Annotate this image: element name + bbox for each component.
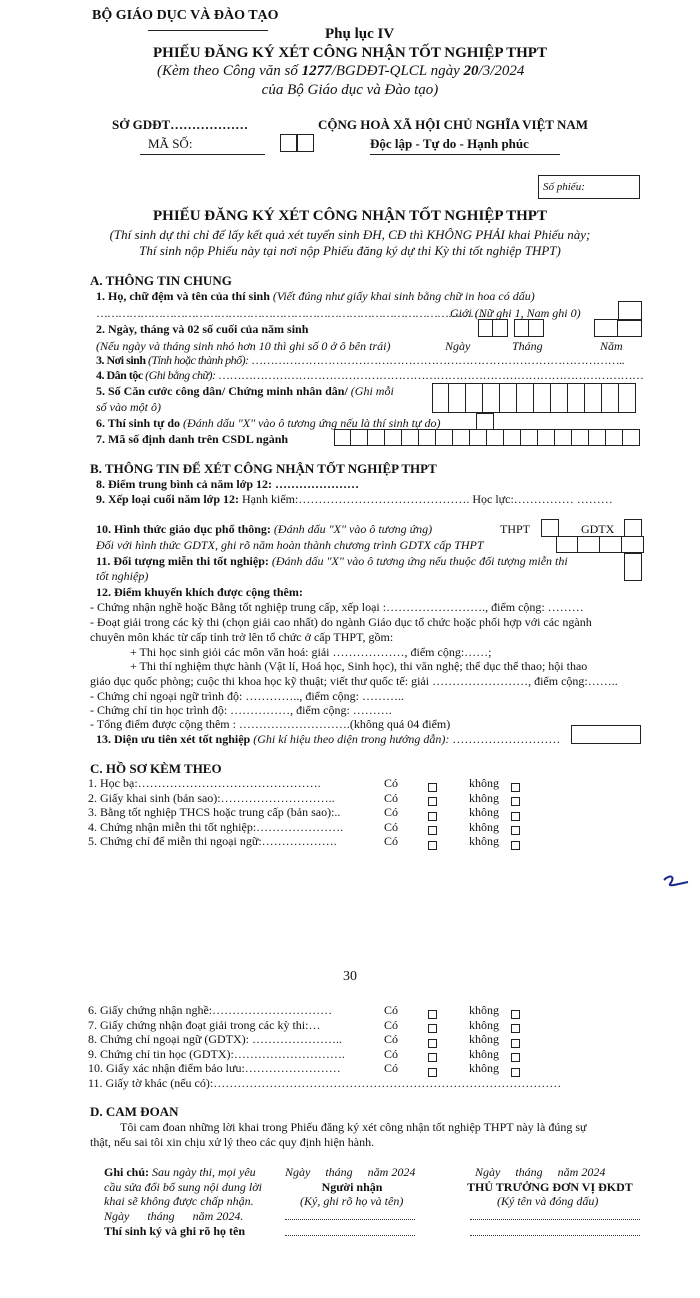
q12-line-4: + Thi học sinh giỏi các môn văn hoá: giải ………………, điểm cộng:……; — [130, 645, 492, 659]
q9-field[interactable]: 9. Xếp loại cuối năm lớp 12: Hạnh kiểm:……………………………………. Học lực:…………… ……… — [96, 492, 613, 506]
head-title: THỦ TRƯỞNG ĐƠN VỊ ĐKDT — [467, 1180, 633, 1194]
co-label: Có — [384, 1032, 399, 1046]
attachment-label: 1. Học bạ:………………………………………. — [88, 776, 321, 790]
co-label: Có — [384, 819, 399, 834]
q12-line-8: - Chứng chỉ tin học trình độ: ……………, điểm cộng: ………. — [90, 703, 392, 717]
q13-label: 13. Diện ưu tiên xét tốt nghiệp (Ghi kí hiệu theo diện trong hướng dẫn): ……………………… — [96, 732, 561, 746]
khong-label: không — [469, 1046, 499, 1061]
q2-label: 2. Ngày, tháng và 02 số cuối của năm sinh — [96, 322, 309, 336]
commitment-text-1: Tôi cam đoan những lời khai trong Phiếu đăng ký xét công nhận tốt nghiệp THPT này là đúng sự — [120, 1120, 587, 1134]
co-label: Có — [384, 834, 399, 848]
exempt-checkbox[interactable] — [624, 553, 642, 581]
khong-label: không — [469, 1061, 499, 1075]
free-candidate-checkbox[interactable] — [476, 413, 494, 430]
head-date: Ngày tháng năm 2024 — [475, 1165, 606, 1179]
note-line-1: Ghi chú: Sau ngày thi, mọi yêu — [104, 1165, 256, 1179]
q12-line-3: chuyên môn khác từ cấp tỉnh trở lên tổ chức ở cấp THPT, gồm: — [90, 630, 394, 644]
section-b-heading: B. THÔNG TIN ĐỂ XÉT CÔNG NHẬN TỐT NGHIỆP THPT — [90, 461, 437, 476]
attachment-label: 5. Chứng chỉ để miễn thi ngoại ngữ:………………. — [88, 834, 337, 848]
so-phieu-box[interactable] — [538, 175, 640, 199]
commitment-text-2: thật, nếu sai tôi xin chịu xử lý theo các quy định hiện hành. — [90, 1135, 375, 1149]
receiver-sign-line[interactable] — [285, 1219, 415, 1220]
dob-year-boxes[interactable] — [594, 319, 642, 337]
handwritten-mark — [660, 872, 692, 892]
ma-so-box-2[interactable] — [297, 134, 314, 152]
so-phieu-label: Số phiếu: — [543, 181, 585, 193]
q12-line-6: giáo dục quốc phòng; cuộc thi khoa học kỹ thuật; viết thư quốc tế: giải ……………………, điểm cộng:…….. — [90, 674, 618, 688]
attachment-label: 2. Giấy khai sinh (bản sao):……………………….. — [88, 790, 335, 805]
form-title: PHIẾU ĐĂNG KÝ XÉT CÔNG NHẬN TỐT NGHIỆP THPT — [153, 208, 547, 224]
attachment-label: 4. Chứng nhận miễn thi tốt nghiệp:…………………. — [88, 819, 344, 834]
gender-label: Giới (Nữ ghi 1, Nam ghi 0) — [450, 306, 581, 320]
q5-hint: số vào một ô) — [96, 400, 161, 414]
note-line-3: khai sẽ không được chấp nhận. — [104, 1194, 254, 1208]
q1-label: 1. Họ, chữ đệm và tên của thí sinh (Viết đúng như giấy khai sinh bằng chữ in hoa có dấu) — [96, 289, 535, 303]
motto: Độc lập - Tự do - Hạnh phúc — [370, 136, 529, 151]
ma-so-box-1[interactable] — [280, 134, 297, 152]
attachment-label: 7. Giấy chứng nhận đoạt giải trong các kỳ thi:… — [88, 1017, 321, 1032]
receiver-date: Ngày tháng năm 2024 — [285, 1165, 416, 1179]
citizen-id-boxes[interactable] — [432, 383, 636, 413]
ministry-name: BỘ GIÁO DỤC VÀ ĐÀO TẠO — [92, 8, 279, 23]
thpt-checkbox[interactable] — [541, 519, 559, 537]
year-label: Năm — [600, 339, 623, 353]
section-d-heading: D. CAM ĐOAN — [90, 1104, 179, 1119]
q11-hint: tốt nghiệp) — [96, 569, 149, 583]
q12-line-7: - Chứng chỉ ngoại ngữ trình độ: ………….., điểm cộng: ……….. — [90, 689, 404, 703]
receiver-name-line[interactable] — [285, 1235, 415, 1236]
q6-label: 6. Thí sinh tự do (Đánh dấu "X" vào ô tương ứng nếu là thí sinh tự do) — [96, 416, 441, 430]
q12-line-9: - Tổng điểm được cộng thêm : ……………………….(không quá 04 điểm) — [90, 717, 451, 731]
title-note-1: (Thí sinh dự thi chỉ để lấy kết quả xét tuyển sinh ĐH, CĐ thì KHÔNG PHẢI khai Phiếu này; — [109, 227, 591, 242]
khong-label: không — [469, 1003, 499, 1017]
gender-box[interactable] — [618, 301, 642, 321]
ma-so-label: MÃ SỐ: — [148, 136, 193, 151]
note-line-2: cầu sửa đổi bổ sung nội dung lời — [104, 1180, 262, 1194]
co-label: Có — [384, 1061, 399, 1075]
khong-label: không — [469, 805, 499, 819]
khong-label: không — [469, 790, 499, 805]
id-code-boxes[interactable] — [334, 429, 640, 446]
receiver-hint: (Ký, ghi rõ họ và tên) — [300, 1194, 404, 1208]
co-checkbox[interactable] — [428, 836, 437, 854]
q2-hint: (Nếu ngày và tháng sinh nhỏ hơn 10 thì ghi số 0 ở ô bên trái) — [96, 339, 391, 353]
co-label: Có — [384, 776, 399, 790]
dob-month-boxes[interactable] — [514, 319, 544, 337]
co-label: Có — [384, 1017, 399, 1032]
q10-note: Đối với hình thức GDTX, ghi rõ năm hoàn thành chương trình GDTX cấp THPT — [96, 538, 484, 552]
gdtx-label: GDTX — [581, 522, 615, 536]
form-title-top: PHIẾU ĐĂNG KÝ XÉT CÔNG NHẬN TỐT NGHIỆP THPT — [153, 45, 547, 61]
head-sign-line[interactable] — [470, 1219, 640, 1220]
khong-label: không — [469, 776, 499, 790]
q1-name-field[interactable]: …………………………………………………………………………………………….. — [96, 306, 485, 320]
reference-line-2: của Bộ Giáo dục và Đào tạo) — [261, 82, 439, 98]
reference-line: (Kèm theo Công văn số 1277/BGDĐT-QLCL ngày 20/3/2024 — [157, 63, 525, 79]
q8-field[interactable]: 8. Điểm trung bình cả năm lớp 12: ………………… — [96, 477, 359, 491]
so-gddt: SỞ GDĐT……………… — [112, 117, 249, 132]
attachment-11[interactable]: 11. Giấy tờ khác (nếu có):…………………………………………………………………………… — [88, 1076, 562, 1090]
co-label: Có — [384, 805, 399, 819]
khong-checkbox[interactable] — [511, 836, 520, 854]
q7-label: 7. Mã số định danh trên CSDL ngành — [96, 432, 289, 446]
q12-line-2: - Đoạt giải trong các kỳ thi (chọn giải cao nhất) do ngành Giáo dục tổ chức hoặc phối hợp với các ngành — [90, 615, 592, 629]
khong-label: không — [469, 834, 499, 848]
attachment-label: 8. Chứng chỉ ngoại ngữ (GDTX): ………………….. — [88, 1032, 342, 1046]
thpt-label: THPT — [500, 522, 530, 536]
co-label: Có — [384, 1046, 399, 1061]
priority-box[interactable] — [571, 725, 641, 744]
khong-label: không — [469, 819, 499, 834]
dob-day-boxes[interactable] — [478, 319, 508, 337]
gdtx-year-boxes[interactable] — [556, 536, 644, 553]
q5-label: 5. Số Căn cước công dân/ Chứng minh nhân dân/ (Ghi mỗi — [96, 384, 394, 398]
co-label: Có — [384, 1003, 399, 1017]
khong-label: không — [469, 1017, 499, 1032]
month-label: Tháng — [512, 339, 543, 353]
divider — [140, 154, 265, 155]
candidate-sign-label: Thí sinh ký và ghi rõ họ tên — [104, 1224, 246, 1238]
q10-label: 10. Hình thức giáo dục phổ thông: (Đánh dấu "X" vào ô tương ứng) — [96, 522, 433, 536]
head-hint: (Ký tên và đóng dấu) — [497, 1194, 599, 1208]
khong-label: không — [469, 1032, 499, 1046]
appendix-label: Phụ lục IV — [325, 26, 395, 42]
attachment-label: 10. Giấy xác nhận điểm bảo lưu:…………………… — [88, 1061, 341, 1075]
divider — [370, 154, 560, 155]
day-label: Ngày — [445, 339, 471, 353]
q12-label: 12. Điểm khuyến khích được cộng thêm: — [96, 585, 303, 599]
section-a-heading: A. THÔNG TIN CHUNG — [90, 273, 232, 288]
co-label: Có — [384, 790, 399, 805]
title-note-2: Thí sinh nộp Phiếu này tại nơi nộp Phiếu đăng ký dự thi Kỳ thi tốt nghiệp THPT) — [139, 243, 561, 258]
note-line-4: Ngày tháng năm 2024. — [104, 1209, 244, 1223]
head-name-line[interactable] — [470, 1235, 640, 1236]
gdtx-checkbox[interactable] — [624, 519, 642, 537]
attachment-label: 3. Bằng tốt nghiệp THCS hoặc trung cấp (bản sao):.. — [88, 805, 341, 819]
q4-field[interactable]: 4. Dân tộc (Ghi bằng chữ): ………………………………………………………………………………………………… — [96, 368, 644, 382]
attachment-label: 6. Giấy chứng nhận nghề:………………………… — [88, 1003, 333, 1017]
republic-name: CỘNG HOÀ XÃ HỘI CHỦ NGHĨA VIỆT NAM — [318, 117, 589, 132]
q3-field[interactable]: 3. Nơi sinh (Tỉnh hoặc thành phố): …………………………………………………………………………………….. — [96, 353, 625, 367]
attachment-label: 9. Chứng chỉ tin học (GDTX):………………………. — [88, 1046, 345, 1061]
q12-line-1: - Chứng nhận nghề hoặc Bằng tốt nghiệp trung cấp, xếp loại :……………………., điểm cộng: ……… — [90, 600, 584, 614]
section-c-heading: C. HỒ SƠ KÈM THEO — [90, 761, 222, 776]
page-number: 30 — [343, 969, 357, 984]
q12-line-5: + Thi thí nghiệm thực hành (Vật lí, Hoá học, Sinh học), thi văn nghệ; thể dục thể thao; hội thao — [130, 659, 588, 673]
q11-label: 11. Đối tượng miễn thi tốt nghiệp: (Đánh dấu "X" vào ô tương ứng nếu thuộc đối tượng miễn thi — [96, 554, 568, 568]
divider — [148, 30, 268, 31]
receiver-title: Người nhận — [321, 1180, 383, 1194]
